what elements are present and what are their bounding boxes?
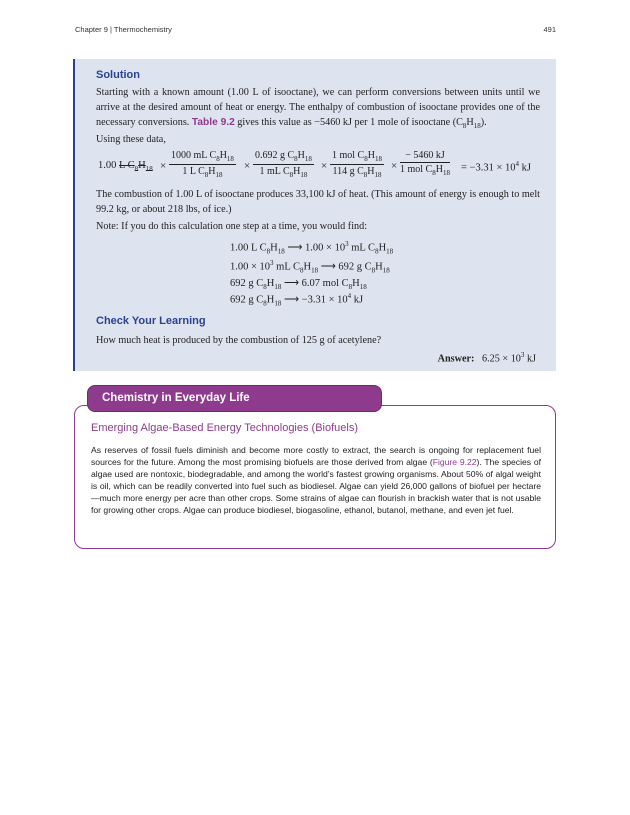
fraction-3: 1 mol $C_8H_{18}$ 114 g $C_8H_{18}$ xyxy=(332,150,382,179)
check-learning-heading: Check Your Learning xyxy=(96,315,206,327)
solution-heading: Solution xyxy=(96,69,140,81)
step-2: $1.00 \times 10^3$ mL $C_8H_{18}$ ⟶ 692 g $C_8H_{18}$ xyxy=(230,259,390,275)
eq-start: 1.00 L $C_8H_{18}$ xyxy=(98,160,153,174)
step-4: 692 g $C_8H_{18}$ ⟶ $-3.31 \times 10^4$ kJ xyxy=(230,292,364,308)
solution-paragraph: Starting with a known amount (1.00 L of isooctane), we can perform conversions between units until we arrive at the desired amount of heat or energy. The enthalpy of combustion of isooctane provides one of the necessary conversions. Table 9.2 gives this value as −5460 kJ per 1 mole of isooctane $(C_8H_{18})$. xyxy=(96,87,540,131)
note-text: Note: If you do this calculation one step at a time, you would find: xyxy=(96,221,368,232)
step-1: 1.00 L $C_8H_{18}$ ⟶ $1.00 \times 10^3$ mL $C_8H_{18}$ xyxy=(230,240,394,256)
everyday-life-tab: Chemistry in Everyday Life xyxy=(87,385,382,412)
feature-title: Emerging Algae-Based Energy Technologies (Biofuels) xyxy=(91,422,359,434)
times-sign: × xyxy=(391,160,398,172)
check-question: How much heat is produced by the combustion of 125 g of acetylene? xyxy=(96,335,382,346)
times-sign: × xyxy=(244,160,251,172)
eq-result: = $-3.31 \times 10^4$ kJ xyxy=(461,160,531,174)
feature-body: As reserves of fossil fuels diminish and become more costly to extract, the search is ongoing for replacement fuel sources for the future. Among the most promising biofuels are those derived from algae (Figure 9.22). The species of algae used are nontoxic, biodegradable, and among the world’s fastest growing organisms. About 50% of algal weight is oil, which can be readily converted into fuel such as biodiesel. Algae can yield 26,000 gallons of biofuel per hectare—much more energy per acre than other crops. Some strains of algae can flourish in brackish water that is not usable for growing other crops. Algae can produce biodiesel, biogasoline, ethanol, butanol, methane, and even jet fuel. xyxy=(91,445,541,516)
running-header-chapter: Chapter 9 | Thermochemistry xyxy=(75,25,172,34)
figure-link[interactable]: Figure 9.22 xyxy=(432,457,477,468)
fraction-2: $\frac{0.692 g C_8H_{18}}{1 mL C_8H_{18}}$ xyxy=(255,150,312,179)
step-3: 692 g $C_8H_{18}$ ⟶ 6.07 mol $C_8H_{18}$ xyxy=(230,278,367,292)
fraction-1: $\frac{1000 mL C_8H_{18}}{1 L C_8H_{18}}$ xyxy=(171,150,234,179)
times-sign: × xyxy=(160,160,167,172)
fraction-4: − 5460 kJ 1 mol $C_8H_{18}$ xyxy=(400,150,450,177)
table-link[interactable]: Table 9.2 xyxy=(191,117,235,128)
result-paragraph: The combustion of 1.00 L of isooctane produces 33,100 kJ of heat. (This amount of energy is enough to melt 99.2 kg, or about 218 lbs, of ice.) xyxy=(96,189,540,215)
check-answer: Answer: $6.25 \times 10^3$ kJ xyxy=(437,351,536,365)
page-number: 491 xyxy=(543,25,556,34)
everyday-life-box xyxy=(74,405,556,549)
times-sign: × xyxy=(321,160,328,172)
solution-box xyxy=(73,59,556,371)
using-data-text: Using these data, xyxy=(96,134,166,145)
